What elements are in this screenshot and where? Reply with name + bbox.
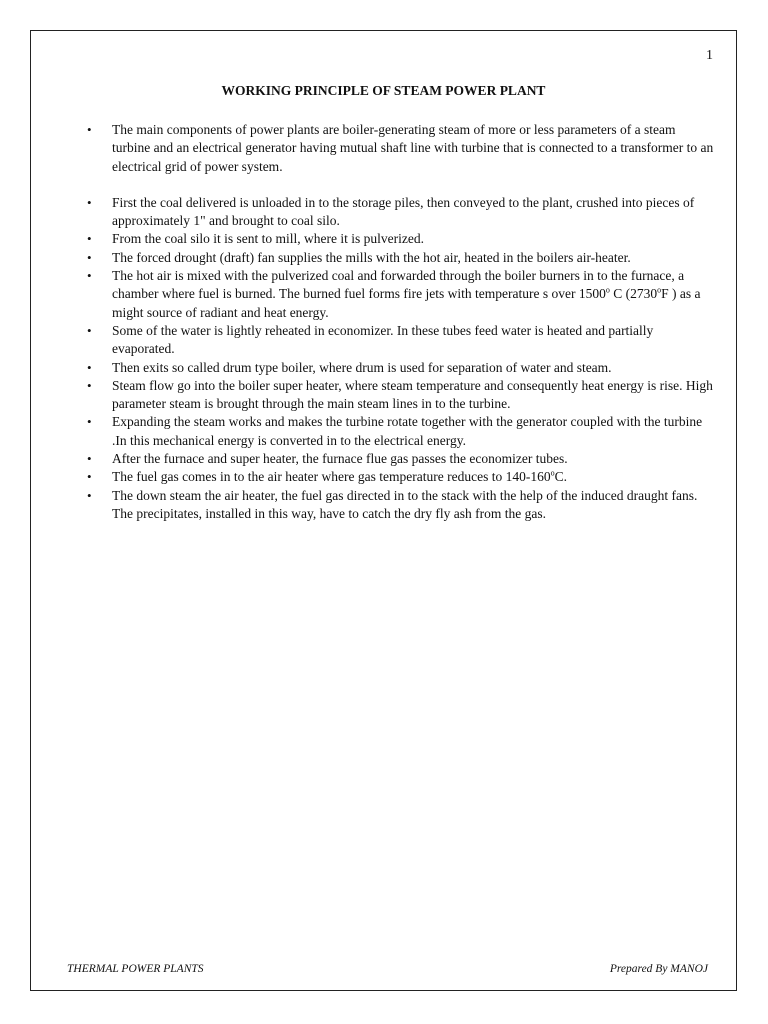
bullet-item xyxy=(85,230,715,248)
bullet-icon: • xyxy=(87,268,92,284)
bullet-text: Then exits so called drum type boiler, where drum is used for separation of water and steam. xyxy=(112,359,612,375)
bullet-item xyxy=(85,377,715,414)
footer-right-author: Prepared By MANOJ xyxy=(609,963,708,975)
bullet-text: After the furnace and super heater, the furnace flue gas passes the economizer tubes. xyxy=(112,451,568,467)
bullet-item xyxy=(85,468,715,486)
bullet-icon: • xyxy=(87,451,92,467)
bullet-icon: • xyxy=(87,249,92,265)
bullet-text: The forced drought (draft) fan supplies the mills with the hot air, heated in the boilers air-heater. xyxy=(112,249,631,265)
bullet-icon: • xyxy=(87,359,92,375)
bullet-text: The hot air is mixed with the pulverized coal and forwarded through the boiler burners in to the furnace, a chamber where fuel is burned. The burned fuel forms fire jets with temperature s over 1500$^o$ C (2730$^o$F ) as a might source of radiant and heat energy. xyxy=(112,268,701,320)
page-number: 1 xyxy=(706,48,713,63)
bullet-item xyxy=(85,249,715,267)
bullet-icon: • xyxy=(87,322,92,338)
document-title: WORKING PRINCIPLE OF STEAM POWER PLANT xyxy=(221,83,546,98)
footer-left-title: THERMAL POWER PLANTS xyxy=(67,963,204,975)
bullet-icon: • xyxy=(87,414,92,430)
bullet-text: The fuel gas comes in to the air heater where gas temperature reduces to 140-160$^o$C. xyxy=(112,468,567,485)
bullet-text: First the coal delivered is unloaded in to the storage piles, then conveyed to the plant, crushed into pieces of approximately 1" and brought to coal silo. xyxy=(112,194,695,229)
bullet-item xyxy=(85,121,715,176)
bullet-text: Expanding the steam works and makes the turbine rotate together with the generator coupled with the turbine .In this mechanical energy is converted in to the electrical energy. xyxy=(112,414,703,448)
bullet-text: Steam flow go into the boiler super heater, where steam temperature and consequently heat energy is rise. High parameter steam is brought through the main steam lines in to the turbine. xyxy=(112,377,713,412)
bullet-icon: • xyxy=(87,469,92,485)
bullet-item xyxy=(85,413,715,450)
bullet-icon: • xyxy=(87,487,92,503)
bullet-icon: • xyxy=(87,231,92,247)
bullet-text: The main components of power plants are boiler-generating steam of more or less parameters of a steam turbine and an electrical generator having mutual shaft line with turbine that is connected to a transformer to an electrical grid of power system. xyxy=(112,122,714,174)
bullet-text: From the coal silo it is sent to mill, where it is pulverized. xyxy=(112,231,424,247)
bullet-text: The down steam the air heater, the fuel gas directed in to the stack with the help of the induced draught fans. The precipitates, installed in this way, have to catch the dry fly ash from the gas. xyxy=(112,487,698,521)
bullet-item xyxy=(85,450,715,468)
bullet-item xyxy=(85,267,715,322)
bullet-icon: • xyxy=(87,122,92,137)
bullet-list xyxy=(85,121,715,523)
bullet-item xyxy=(85,322,715,359)
bullet-item xyxy=(85,487,715,524)
bullet-item xyxy=(85,194,715,231)
bullet-icon: • xyxy=(87,377,92,393)
bullet-item xyxy=(85,359,715,377)
bullet-icon: • xyxy=(87,194,92,210)
bullet-text: Some of the water is lightly reheated in economizer. In these tubes feed water is heated and partially evaporated. xyxy=(112,322,654,357)
